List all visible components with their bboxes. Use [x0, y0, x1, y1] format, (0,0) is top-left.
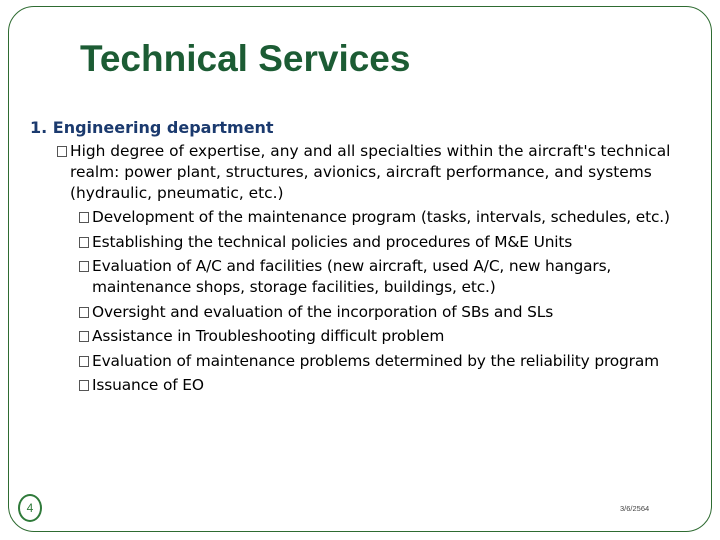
square-bullet-icon: [79, 261, 89, 272]
sub-bullet-item: [30, 256, 702, 298]
square-bullet-icon: [79, 331, 89, 342]
sub-bullet-text: Issuance of EO: [92, 376, 204, 394]
square-bullet-icon: [79, 212, 89, 223]
sub-bullet-text: Oversight and evaluation of the incorporation of SBs and SLs: [92, 302, 554, 321]
square-bullet-icon: [57, 146, 67, 157]
sub-bullet-item: [30, 375, 702, 396]
page-number-badge: [18, 494, 42, 522]
square-bullet-icon: [79, 356, 89, 367]
sub-bullet-text: Assistance in Troubleshooting difficult problem: [92, 327, 445, 345]
main-bullet-item: [30, 141, 702, 204]
main-bullet-text: High degree of expertise, any and all specialties within the aircraft's technical realm: power plant, structures, avionics, aircraft performance, and systems (hydraulic, pneumatic, etc.): [70, 142, 671, 202]
sub-bullet-text: Establishing the technical policies and procedures of M&E Units: [92, 232, 573, 251]
square-bullet-icon: [79, 307, 89, 318]
square-bullet-icon: [79, 380, 89, 391]
sub-bullet-item: [30, 351, 702, 372]
sub-bullet-item: [30, 232, 702, 253]
square-bullet-icon: [79, 237, 89, 248]
slide-content: [30, 118, 702, 400]
slide-title: Technical Services: [80, 38, 411, 79]
section-title: 1. Engineering department: [30, 118, 274, 137]
slide-date: 3/6/2564: [620, 504, 650, 513]
page-number: 4: [20, 496, 40, 520]
sub-bullet-text: Development of the maintenance program (tasks, intervals, schedules, etc.): [92, 208, 670, 226]
sub-bullet-text: Evaluation of maintenance problems determined by the reliability program: [92, 351, 659, 370]
sub-bullet-text: Evaluation of A/C and facilities (new aircraft, used A/C, new hangars, maintenance shops, storage facilities, buildings, etc.): [92, 257, 612, 296]
sub-bullet-item: [30, 326, 702, 347]
sub-bullet-item: [30, 302, 702, 323]
sub-bullet-item: [30, 207, 702, 228]
